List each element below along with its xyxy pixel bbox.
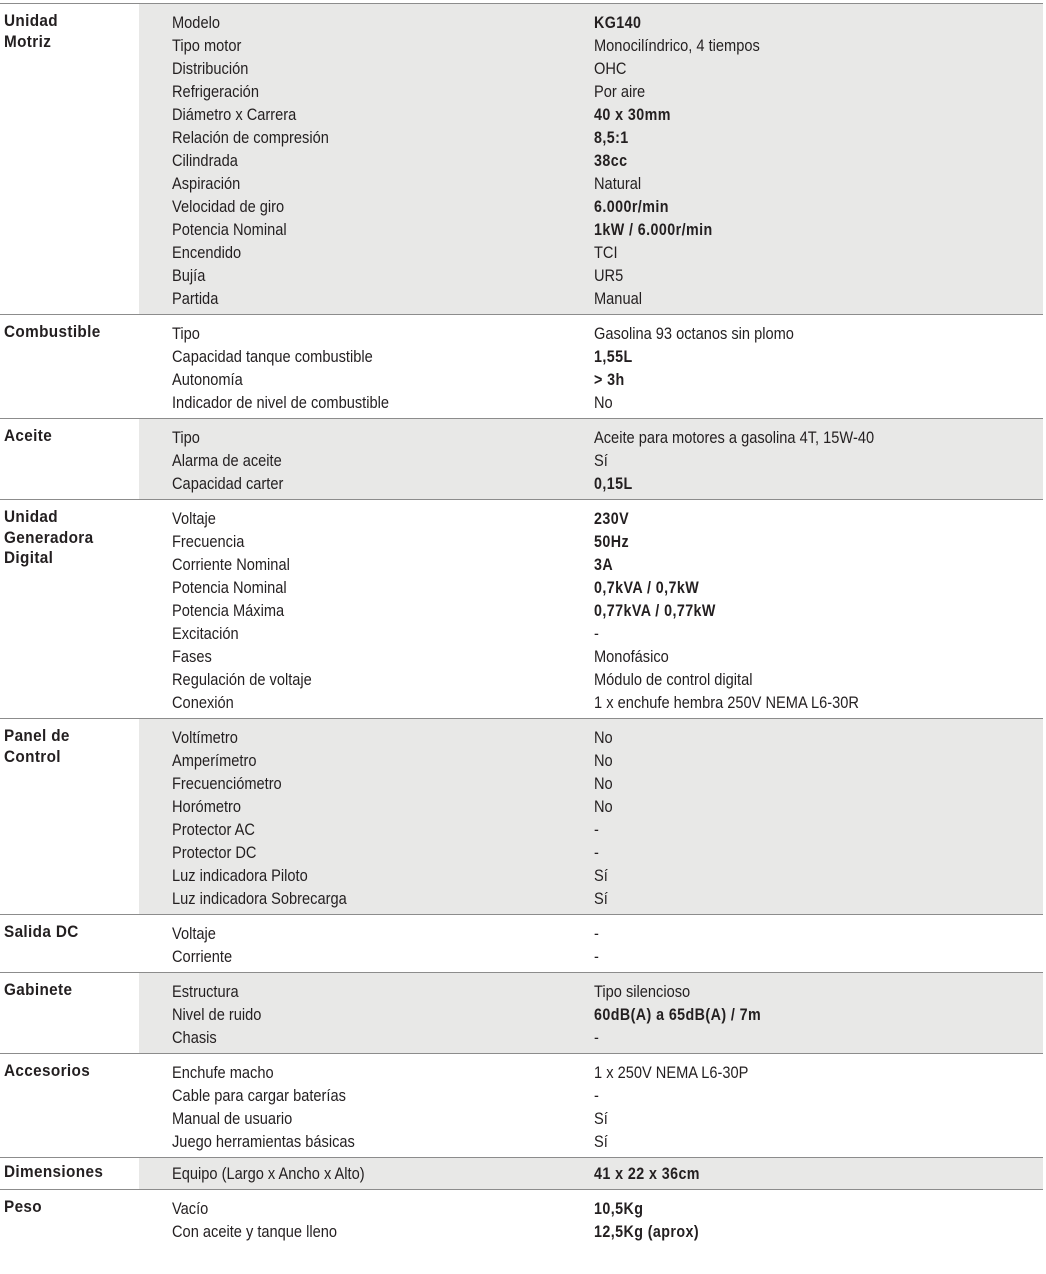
spec-label-text: Corriente Nominal <box>172 555 290 574</box>
spec-label-text: Capacidad tanque combustible <box>172 347 373 366</box>
spec-row <box>139 980 1043 1003</box>
spec-value <box>594 576 1043 599</box>
section-category <box>0 1054 139 1157</box>
spec-value <box>594 345 1043 368</box>
spec-label <box>139 241 594 264</box>
spec-value-text: Sí <box>594 866 608 885</box>
spec-value <box>594 195 1043 218</box>
spec-row <box>139 287 1043 310</box>
spec-label-text: Corriente <box>172 947 233 966</box>
spec-label <box>139 945 594 968</box>
section-category <box>0 1158 139 1189</box>
spec-value-text: OHC <box>594 59 627 78</box>
spec-value <box>594 726 1043 749</box>
spec-label <box>139 668 594 691</box>
spec-row <box>139 1162 1043 1185</box>
spec-value-text: UR5 <box>594 266 624 285</box>
spec-value-text: Gasolina 93 octanos sin plomo <box>594 324 794 343</box>
spec-section <box>0 973 1043 1054</box>
spec-value <box>594 126 1043 149</box>
spec-value <box>594 1220 1043 1243</box>
section-category-line: Motriz <box>4 31 52 51</box>
spec-value-text: Monocilíndrico, 4 tiempos <box>594 36 760 55</box>
spec-label-text: Tipo <box>172 428 200 447</box>
section-category-line: Aceite <box>4 426 53 445</box>
spec-value-text: 38cc <box>594 151 628 170</box>
spec-value <box>594 599 1043 622</box>
spec-row <box>139 576 1043 599</box>
spec-label <box>139 1061 594 1084</box>
spec-value <box>594 57 1043 80</box>
spec-value <box>594 103 1043 126</box>
spec-label-text: Estructura <box>172 982 239 1001</box>
section-category <box>0 915 139 972</box>
spec-value <box>594 1130 1043 1153</box>
section-body <box>139 419 1043 499</box>
spec-row <box>139 795 1043 818</box>
spec-row <box>139 864 1043 887</box>
spec-value-text: - <box>594 1086 599 1105</box>
spec-label-text: Enchufe macho <box>172 1063 274 1082</box>
spec-value <box>594 472 1043 495</box>
spec-label-text: Capacidad carter <box>172 474 284 493</box>
spec-value-text: Sí <box>594 1132 608 1151</box>
spec-label <box>139 322 594 345</box>
spec-row <box>139 691 1043 714</box>
spec-label-text: Protector AC <box>172 820 255 839</box>
spec-label-text: Modelo <box>172 13 220 32</box>
spec-row <box>139 530 1043 553</box>
spec-label <box>139 645 594 668</box>
spec-label <box>139 749 594 772</box>
spec-label-text: Juego herramientas básicas <box>172 1132 355 1151</box>
spec-value-text: 230V <box>594 509 630 528</box>
spec-label <box>139 622 594 645</box>
spec-label-text: Equipo (Largo x Ancho x Alto) <box>172 1164 365 1183</box>
spec-label-text: Velocidad de giro <box>172 197 285 216</box>
spec-label-text: Voltímetro <box>172 728 238 747</box>
spec-label-text: Tipo motor <box>172 36 242 55</box>
spec-label <box>139 449 594 472</box>
section-body <box>139 973 1043 1053</box>
spec-label-text: Tipo <box>172 324 200 343</box>
spec-row <box>139 507 1043 530</box>
section-body <box>139 500 1043 718</box>
spec-label <box>139 1162 594 1185</box>
spec-section <box>0 1190 1043 1247</box>
spec-row <box>139 195 1043 218</box>
spec-label-text: Alarma de aceite <box>172 451 282 470</box>
spec-section <box>0 1054 1043 1158</box>
spec-value-text: - <box>594 924 599 943</box>
spec-value-text: - <box>594 843 599 862</box>
spec-row <box>139 149 1043 172</box>
spec-label <box>139 772 594 795</box>
spec-value <box>594 749 1043 772</box>
spec-value-text: No <box>594 774 613 793</box>
spec-label-text: Relación de compresión <box>172 128 329 147</box>
section-category <box>0 315 139 418</box>
spec-value-text: - <box>594 624 599 643</box>
spec-value-text: 12,5Kg (aprox) <box>594 1222 700 1241</box>
spec-row <box>139 345 1043 368</box>
spec-label-text: Cable para cargar baterías <box>172 1086 346 1105</box>
spec-value-text: KG140 <box>594 13 642 32</box>
spec-label-text: Frecuenciómetro <box>172 774 282 793</box>
spec-value <box>594 622 1043 645</box>
section-category-line: Peso <box>4 1197 43 1216</box>
spec-row <box>139 241 1043 264</box>
spec-row <box>139 391 1043 414</box>
spec-label-text: Voltaje <box>172 509 216 528</box>
spec-value <box>594 322 1043 345</box>
spec-row <box>139 645 1043 668</box>
spec-row <box>139 1026 1043 1049</box>
section-category <box>0 419 139 499</box>
spec-label <box>139 1084 594 1107</box>
section-category <box>0 4 139 314</box>
spec-label-text: Partida <box>172 289 219 308</box>
spec-label-text: Cilindrada <box>172 151 238 170</box>
spec-value <box>594 80 1043 103</box>
spec-label-text: Bujía <box>172 266 206 285</box>
spec-label-text: Encendido <box>172 243 242 262</box>
spec-label <box>139 1107 594 1130</box>
section-category-line: Salida DC <box>4 922 79 941</box>
spec-label <box>139 11 594 34</box>
spec-label-text: Manual de usuario <box>172 1109 293 1128</box>
spec-value-text: Aceite para motores a gasolina 4T, 15W-40 <box>594 428 875 447</box>
spec-label <box>139 1197 594 1220</box>
spec-label <box>139 576 594 599</box>
spec-value <box>594 507 1043 530</box>
spec-label-text: Protector DC <box>172 843 257 862</box>
spec-label-text: Luz indicadora Sobrecarga <box>172 889 347 908</box>
spec-row <box>139 1107 1043 1130</box>
section-category <box>0 1190 139 1247</box>
spec-label <box>139 980 594 1003</box>
spec-label <box>139 530 594 553</box>
section-category <box>0 500 139 718</box>
spec-label-text: Excitación <box>172 624 239 643</box>
spec-label-text: Amperímetro <box>172 751 257 770</box>
spec-row <box>139 945 1043 968</box>
spec-value-text: - <box>594 947 599 966</box>
spec-value-text: Sí <box>594 1109 608 1128</box>
spec-label-text: Aspiración <box>172 174 241 193</box>
spec-row <box>139 57 1043 80</box>
spec-value-text: Sí <box>594 451 608 470</box>
spec-value <box>594 864 1043 887</box>
spec-value-text: No <box>594 797 613 816</box>
spec-value <box>594 980 1043 1003</box>
spec-value-text: Módulo de control digital <box>594 670 753 689</box>
spec-section <box>0 4 1043 315</box>
spec-value-text: 3A <box>594 555 614 574</box>
spec-row <box>139 553 1043 576</box>
spec-section <box>0 915 1043 973</box>
section-category-line: Digital <box>4 548 54 567</box>
spec-label <box>139 472 594 495</box>
section-category <box>0 719 139 914</box>
spec-value <box>594 1084 1043 1107</box>
spec-row <box>139 1197 1043 1220</box>
spec-label <box>139 57 594 80</box>
spec-row <box>139 772 1043 795</box>
spec-value <box>594 391 1043 414</box>
spec-value <box>594 1003 1043 1026</box>
spec-value-text: Monofásico <box>594 647 669 666</box>
spec-row <box>139 218 1043 241</box>
spec-value <box>594 945 1043 968</box>
spec-row <box>139 264 1043 287</box>
spec-value-text: 40 x 30mm <box>594 105 671 124</box>
spec-row <box>139 449 1043 472</box>
spec-row <box>139 1003 1043 1026</box>
spec-row <box>139 818 1043 841</box>
spec-value-text: 8,5:1 <box>594 128 629 147</box>
section-body <box>139 4 1043 314</box>
section-body <box>139 1190 1043 1247</box>
spec-value <box>594 553 1043 576</box>
spec-value-text: - <box>594 820 599 839</box>
spec-value-text: 0,7kVA / 0,7kW <box>594 578 700 597</box>
spec-value-text: 1 x 250V NEMA L6-30P <box>594 1063 749 1082</box>
spec-value-text: - <box>594 1028 599 1047</box>
spec-section <box>0 500 1043 719</box>
spec-value-text: 60dB(A) a 65dB(A) / 7m <box>594 1005 762 1024</box>
section-category-line: Gabinete <box>4 980 73 999</box>
spec-value <box>594 887 1043 910</box>
spec-section <box>0 315 1043 419</box>
spec-label <box>139 841 594 864</box>
spec-value-text: 0,77kVA / 0,77kW <box>594 601 716 620</box>
spec-table <box>0 3 1043 1247</box>
spec-label <box>139 103 594 126</box>
spec-label <box>139 818 594 841</box>
spec-label-text: Vacío <box>172 1199 209 1218</box>
spec-label <box>139 345 594 368</box>
spec-value-text: Por aire <box>594 82 646 101</box>
section-body <box>139 915 1043 972</box>
spec-value <box>594 449 1043 472</box>
spec-label <box>139 172 594 195</box>
spec-label <box>139 1130 594 1153</box>
spec-row <box>139 172 1043 195</box>
spec-value-text: 41 x 22 x 36cm <box>594 1164 700 1183</box>
spec-value <box>594 264 1043 287</box>
spec-row <box>139 472 1043 495</box>
spec-label <box>139 391 594 414</box>
spec-section <box>0 719 1043 915</box>
spec-value <box>594 530 1043 553</box>
spec-value <box>594 287 1043 310</box>
spec-value <box>594 645 1043 668</box>
spec-label-text: Potencia Nominal <box>172 578 287 597</box>
section-category-line: Control <box>4 746 61 766</box>
spec-value <box>594 426 1043 449</box>
spec-label <box>139 599 594 622</box>
spec-label <box>139 368 594 391</box>
spec-label-text: Con aceite y tanque lleno <box>172 1222 337 1241</box>
spec-label <box>139 795 594 818</box>
spec-value-text: No <box>594 751 613 770</box>
spec-label <box>139 864 594 887</box>
spec-label <box>139 149 594 172</box>
spec-value-text: > 3h <box>594 370 625 389</box>
spec-value <box>594 772 1043 795</box>
spec-value <box>594 841 1043 864</box>
spec-row <box>139 80 1043 103</box>
spec-value <box>594 691 1043 714</box>
spec-label <box>139 726 594 749</box>
section-body <box>139 1158 1043 1189</box>
spec-label-text: Conexión <box>172 693 234 712</box>
spec-value <box>594 1162 1043 1185</box>
section-category-line: Generadora <box>4 527 94 547</box>
section-category-line: Panel de <box>4 726 70 745</box>
spec-value <box>594 368 1043 391</box>
spec-row <box>139 126 1043 149</box>
spec-label <box>139 34 594 57</box>
spec-value <box>594 795 1043 818</box>
spec-value-text: Sí <box>594 889 608 908</box>
section-category-line: Dimensiones <box>4 1162 104 1181</box>
section-category-line: Unidad <box>4 11 59 30</box>
spec-label <box>139 126 594 149</box>
spec-label <box>139 507 594 530</box>
spec-value-text: Natural <box>594 174 642 193</box>
spec-label <box>139 1003 594 1026</box>
spec-row <box>139 11 1043 34</box>
spec-label-text: Autonomía <box>172 370 243 389</box>
spec-value-text: 10,5Kg <box>594 1199 644 1218</box>
spec-label-text: Fases <box>172 647 212 666</box>
spec-label <box>139 1220 594 1243</box>
spec-value <box>594 1197 1043 1220</box>
spec-row <box>139 368 1043 391</box>
spec-value <box>594 241 1043 264</box>
spec-value-text: 1,55L <box>594 347 633 366</box>
spec-value-text: No <box>594 393 613 412</box>
spec-value <box>594 1061 1043 1084</box>
spec-label-text: Luz indicadora Piloto <box>172 866 308 885</box>
spec-label-text: Indicador de nivel de combustible <box>172 393 390 412</box>
spec-label <box>139 553 594 576</box>
spec-label <box>139 691 594 714</box>
spec-row <box>139 103 1043 126</box>
spec-value-text: 1 x enchufe hembra 250V NEMA L6-30R <box>594 693 859 712</box>
spec-label <box>139 80 594 103</box>
spec-row <box>139 922 1043 945</box>
spec-label-text: Chasis <box>172 1028 217 1047</box>
spec-row <box>139 426 1043 449</box>
spec-label <box>139 287 594 310</box>
spec-label <box>139 264 594 287</box>
spec-row <box>139 1220 1043 1243</box>
spec-row <box>139 726 1043 749</box>
spec-label-text: Frecuencia <box>172 532 245 551</box>
spec-label <box>139 1026 594 1049</box>
spec-label <box>139 922 594 945</box>
spec-value <box>594 668 1043 691</box>
section-category-line: Combustible <box>4 322 101 341</box>
spec-value-text: 0,15L <box>594 474 633 493</box>
spec-value-text: 6.000r/min <box>594 197 669 216</box>
spec-value <box>594 1026 1043 1049</box>
spec-value-text: Tipo silencioso <box>594 982 691 1001</box>
spec-label-text: Distribución <box>172 59 249 78</box>
section-body <box>139 1054 1043 1157</box>
section-body <box>139 315 1043 418</box>
spec-value <box>594 34 1043 57</box>
spec-value-text: 1kW / 6.000r/min <box>594 220 713 239</box>
spec-value-text: TCI <box>594 243 618 262</box>
spec-value <box>594 218 1043 241</box>
spec-section <box>0 419 1043 500</box>
spec-label <box>139 195 594 218</box>
spec-value <box>594 1107 1043 1130</box>
section-category <box>0 973 139 1053</box>
spec-value-text: Manual <box>594 289 642 308</box>
spec-label <box>139 887 594 910</box>
spec-row <box>139 322 1043 345</box>
spec-row <box>139 1061 1043 1084</box>
spec-label <box>139 218 594 241</box>
spec-value <box>594 922 1043 945</box>
spec-row <box>139 1130 1043 1153</box>
spec-label-text: Potencia Nominal <box>172 220 287 239</box>
spec-row <box>139 749 1043 772</box>
spec-label-text: Potencia Máxima <box>172 601 285 620</box>
spec-label-text: Voltaje <box>172 924 216 943</box>
section-body <box>139 719 1043 914</box>
spec-row <box>139 887 1043 910</box>
section-category-line: Unidad <box>4 507 59 526</box>
spec-row <box>139 599 1043 622</box>
section-category-line: Accesorios <box>4 1061 91 1080</box>
spec-value <box>594 11 1043 34</box>
spec-row <box>139 668 1043 691</box>
spec-label-text: Refrigeración <box>172 82 259 101</box>
spec-label-text: Regulación de voltaje <box>172 670 312 689</box>
spec-value <box>594 149 1043 172</box>
spec-row <box>139 34 1043 57</box>
spec-label <box>139 426 594 449</box>
spec-row <box>139 622 1043 645</box>
spec-section <box>0 1158 1043 1190</box>
spec-value-text: No <box>594 728 613 747</box>
spec-label-text: Nivel de ruido <box>172 1005 262 1024</box>
spec-label-text: Diámetro x Carrera <box>172 105 297 124</box>
spec-value-text: 50Hz <box>594 532 630 551</box>
spec-value <box>594 818 1043 841</box>
spec-row <box>139 841 1043 864</box>
spec-value <box>594 172 1043 195</box>
spec-label-text: Horómetro <box>172 797 242 816</box>
spec-row <box>139 1084 1043 1107</box>
